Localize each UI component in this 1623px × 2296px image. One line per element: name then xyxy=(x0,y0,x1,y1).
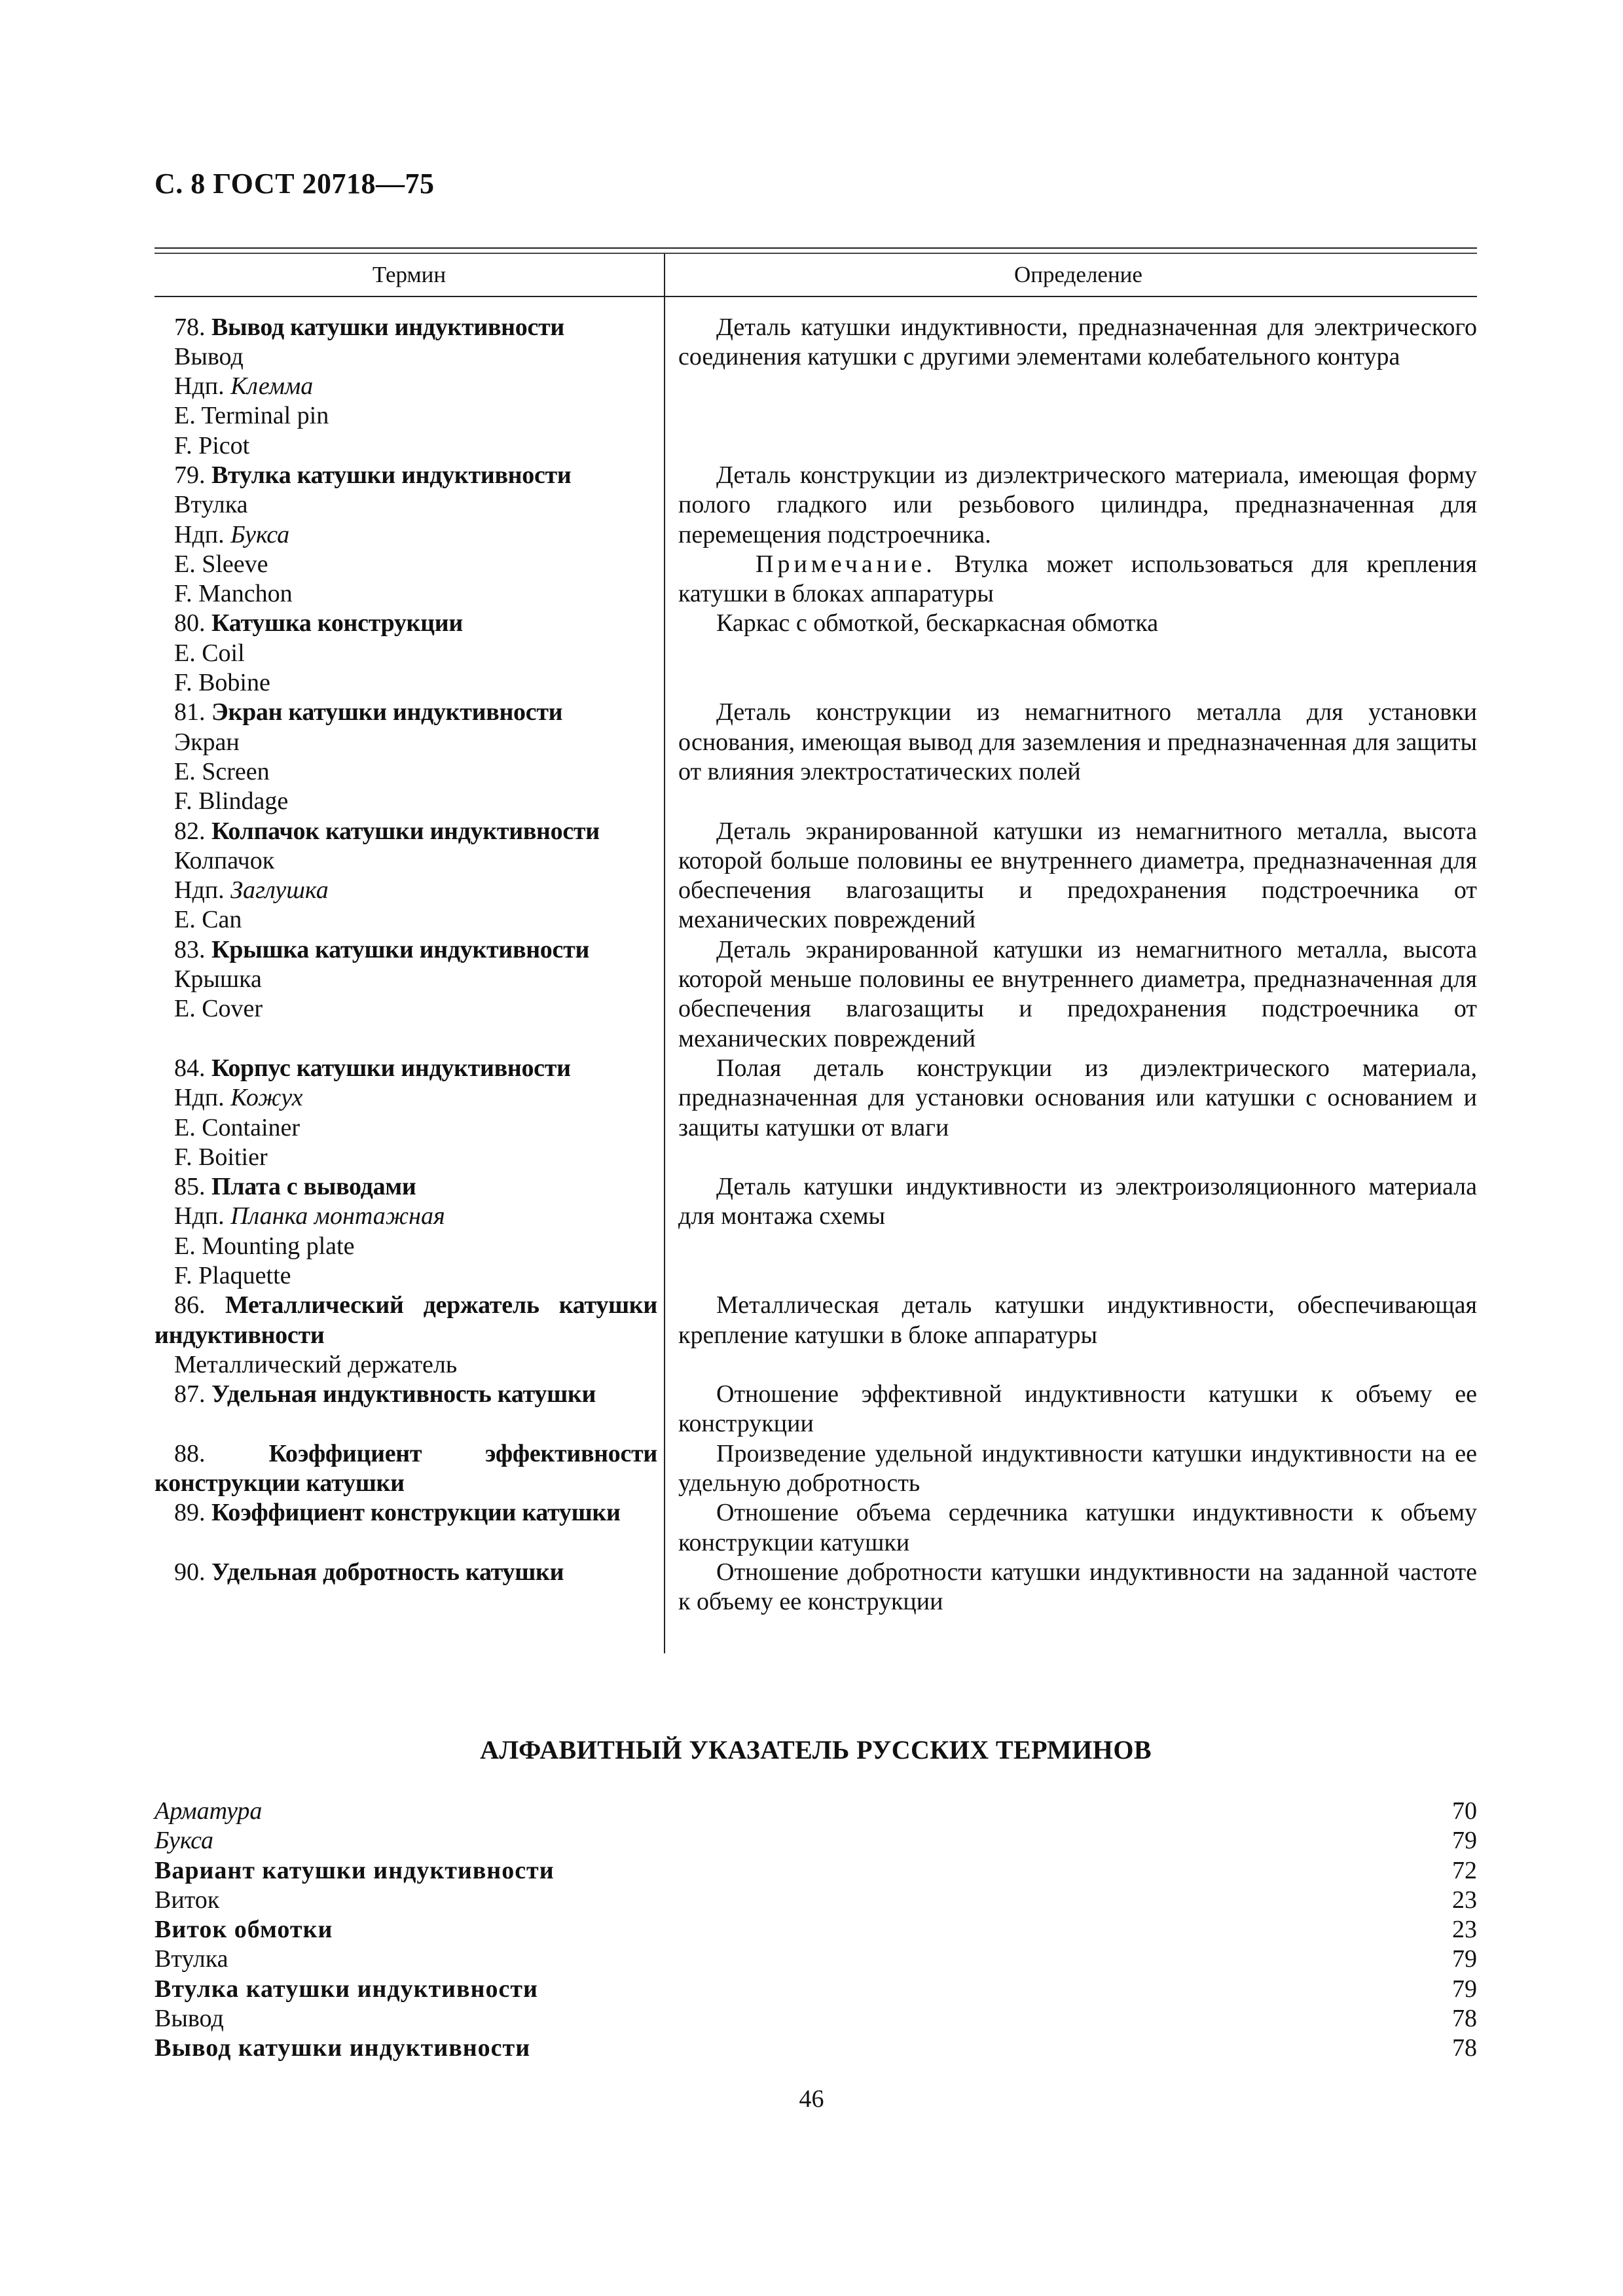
term-text: Клемма xyxy=(230,372,314,401)
definition-text: Произведение удельной индуктивности катушки индуктивности на ее удельную добротность xyxy=(678,1439,1477,1498)
term-text: F. Picot xyxy=(174,431,250,459)
term-text: F. Manchon xyxy=(174,580,293,608)
term-heading xyxy=(155,1054,657,1083)
term-cell xyxy=(155,935,664,1054)
term-text: Букса xyxy=(230,520,290,548)
definition-cell xyxy=(664,817,1477,935)
term-synonym xyxy=(155,579,657,609)
definition-text: Отношение эффективной индуктивности катушки к объему ее конструкции xyxy=(678,1380,1477,1438)
term-cell xyxy=(155,817,664,935)
index-number: 72 xyxy=(1452,1856,1477,1884)
table-row xyxy=(155,1380,1477,1439)
term-synonym xyxy=(155,550,657,579)
term-prefix: Ндп. xyxy=(174,1084,231,1112)
term-prefix: Ндп. xyxy=(174,372,231,401)
definition-cell xyxy=(664,1439,1477,1499)
definition-cell xyxy=(664,1380,1477,1439)
definition-text: Деталь экранированной катушки из немагнитного металла, высота которой больше половины ее внутреннего диаметра, предназначенная для обеспечения влагозащиты и предохранения подстроечника от механических повреждений xyxy=(678,817,1477,934)
term-prefix: 89. xyxy=(174,1499,211,1527)
definition-text: Деталь конструкции из диэлектрического материала, имеющая форму полого гладкого или резьбового цилиндра, предназначенная для перемещения подстроечника. xyxy=(678,461,1477,548)
term-cell xyxy=(155,1291,664,1380)
table-row xyxy=(155,698,1477,816)
term-prefix: 84. xyxy=(174,1054,211,1082)
note-text: Втулка может использоваться для крепления катушки в блоках аппаратуры xyxy=(678,550,1477,608)
term-text: E. Mounting plate xyxy=(174,1232,355,1260)
term-text: E. Container xyxy=(174,1113,301,1141)
term-cell xyxy=(155,1439,664,1499)
term-synonym xyxy=(155,1261,657,1291)
definition-text: Деталь катушки индуктивности, предназначенная для электрического соединения катушки с другими элементами колебательного контура xyxy=(678,313,1477,370)
table-row xyxy=(155,313,1477,461)
term-prefix: Ндп. xyxy=(174,876,231,905)
term-heading xyxy=(155,1558,657,1587)
term-text: F. Plaquette xyxy=(174,1262,291,1289)
term-text: Заглушка xyxy=(230,876,329,905)
page-number: 46 xyxy=(799,2085,824,2113)
term-synonym xyxy=(155,1113,657,1143)
term-prefix: 83. xyxy=(174,935,211,963)
term-text: Втулка xyxy=(174,491,248,519)
term-heading xyxy=(155,935,657,965)
index-term: Виток xyxy=(155,1886,220,1914)
table-row xyxy=(155,1291,1477,1380)
term-synonym xyxy=(155,401,657,431)
term-prefix: 86. xyxy=(174,1291,225,1319)
index-term: Букса xyxy=(155,1827,214,1855)
index-number: 79 xyxy=(1452,1827,1477,1855)
table-row xyxy=(155,461,1477,609)
table-row xyxy=(155,935,1477,1054)
index-number: 23 xyxy=(1452,1886,1477,1914)
term-text: Металлический держатель xyxy=(174,1350,458,1378)
term-prefix: 82. xyxy=(174,817,211,845)
term-prefix: 90. xyxy=(174,1558,211,1586)
index-entry xyxy=(155,1826,1477,1856)
term-prefix: 80. xyxy=(174,609,211,637)
index-entry xyxy=(155,1856,1477,1886)
index-term: Арматура xyxy=(155,1797,263,1825)
term-prefix: 79. xyxy=(174,461,211,489)
term-synonym xyxy=(155,431,657,461)
index-entry xyxy=(155,1886,1477,1915)
term-text: E. Cover xyxy=(174,995,263,1023)
term-cell xyxy=(155,1558,664,1617)
term-heading xyxy=(155,817,657,846)
term-synonym xyxy=(155,846,657,876)
term-heading xyxy=(155,609,657,638)
term-text: Корпус катушки индуктивности xyxy=(211,1054,571,1082)
term-heading xyxy=(155,1498,657,1528)
term-heading xyxy=(155,698,657,727)
term-cell xyxy=(155,609,664,698)
term-prefix: 81. xyxy=(174,698,211,726)
definition-cell xyxy=(664,1291,1477,1380)
deprecated-term xyxy=(155,1202,657,1231)
column-header-term: Термин xyxy=(372,261,447,287)
term-synonym xyxy=(155,787,657,816)
term-synonym xyxy=(155,490,657,520)
term-prefix: Ндп. xyxy=(174,1202,231,1230)
definition-text: Полая деталь конструкции из диэлектрического материала, предназначенная для установки основания или катушки с основанием и защиты катушки от влаги xyxy=(678,1054,1477,1141)
term-text: Вывод катушки индуктивности xyxy=(211,313,564,341)
index-number: 70 xyxy=(1452,1797,1477,1825)
index-number: 23 xyxy=(1452,1916,1477,1944)
definition-text: Деталь экранированной катушки из немагнитного металла, высота которой меньше половины ее внутреннего диаметра, предназначенная для обеспечения влагозащиты и предохранения подстроечника от механических повреждений xyxy=(678,935,1477,1052)
term-text: Плата с выводами xyxy=(211,1173,416,1201)
term-text: Крышка xyxy=(174,965,262,994)
deprecated-term xyxy=(155,1083,657,1113)
definition-cell xyxy=(664,461,1477,609)
table-row xyxy=(155,609,1477,698)
table-row xyxy=(155,1439,1477,1499)
table-body xyxy=(155,297,1477,1617)
term-cell xyxy=(155,461,664,609)
term-synonym xyxy=(155,1232,657,1261)
term-text: Вывод xyxy=(174,342,244,370)
definition-cell xyxy=(664,698,1477,816)
index-number: 79 xyxy=(1452,1975,1477,2003)
term-text: F. Boitier xyxy=(174,1143,268,1171)
term-text: F. Blindage xyxy=(174,787,289,816)
term-synonym xyxy=(155,639,657,668)
index-entry xyxy=(155,2004,1477,2034)
terms-table xyxy=(155,247,1477,1617)
column-header-definition: Определение xyxy=(664,254,1477,296)
table-top-rule xyxy=(155,247,1477,249)
term-cell xyxy=(155,698,664,816)
index-term: Вывод xyxy=(155,2005,224,2033)
term-cell xyxy=(155,313,664,461)
index-term: Втулка катушки индуктивности xyxy=(155,1975,538,2003)
term-text: E. Terminal pin xyxy=(174,402,329,430)
index-title: АЛФАВИТНЫЙ УКАЗАТЕЛЬ РУССКИХ ТЕРМИНОВ xyxy=(480,1735,1152,1765)
index-term: Виток обмотки xyxy=(155,1916,333,1944)
term-prefix: 87. xyxy=(174,1380,211,1408)
index-entry xyxy=(155,1975,1477,2004)
term-heading xyxy=(155,1172,657,1202)
deprecated-term xyxy=(155,372,657,401)
term-prefix: 85. xyxy=(174,1173,211,1201)
term-prefix: 78. xyxy=(174,313,211,341)
term-text: Колпачок катушки индуктивности xyxy=(211,817,600,845)
table-row xyxy=(155,817,1477,935)
definition-cell xyxy=(664,313,1477,461)
term-synonym xyxy=(155,342,657,372)
definition-cell xyxy=(664,1558,1477,1617)
term-synonym xyxy=(155,905,657,935)
index-number: 78 xyxy=(1452,2005,1477,2033)
term-text: Втулка катушки индуктивности xyxy=(211,461,572,489)
term-text: Экран катушки индуктивности xyxy=(211,698,563,726)
term-prefix: 88. xyxy=(174,1439,269,1467)
index-term: Вывод катушки индуктивности xyxy=(155,2034,531,2062)
definition-cell xyxy=(664,1054,1477,1172)
index-term: Втулка xyxy=(155,1945,228,1973)
term-text: Катушка конструкции xyxy=(211,609,463,637)
definition-cell xyxy=(664,1172,1477,1291)
note-label: Примечание. xyxy=(756,550,936,578)
term-synonym xyxy=(155,728,657,757)
term-text: Планка монтажная xyxy=(230,1202,445,1230)
table-row xyxy=(155,1172,1477,1291)
term-synonym xyxy=(155,668,657,698)
deprecated-term xyxy=(155,876,657,905)
term-cell xyxy=(155,1172,664,1291)
term-text: Металлический держатель катушки индуктивности xyxy=(155,1291,658,1349)
index-entry xyxy=(155,1945,1477,1974)
term-synonym xyxy=(155,1350,657,1380)
definition-text: Отношение добротности катушки индуктивности на заданной частоте к объему ее конструкции xyxy=(678,1558,1477,1616)
definition-cell xyxy=(664,1498,1477,1558)
term-text: F. Bobine xyxy=(174,669,270,697)
index-term: Вариант катушки индуктивности xyxy=(155,1856,555,1884)
table-rows xyxy=(155,297,1477,1617)
term-text: E. Sleeve xyxy=(174,550,268,578)
term-cell xyxy=(155,1380,664,1439)
term-synonym xyxy=(155,757,657,787)
term-text: E. Can xyxy=(174,906,242,934)
index-number: 78 xyxy=(1452,2034,1477,2062)
table-header-row xyxy=(155,254,1477,296)
definition-text: Деталь конструкции из немагнитного металла для установки основания, имеющая вывод для заземления и предназначенная для защиты от влияния электростатических полей xyxy=(678,698,1477,785)
table-row xyxy=(155,1498,1477,1558)
term-text: Экран xyxy=(174,728,240,756)
term-heading xyxy=(155,1439,657,1499)
term-synonym xyxy=(155,994,657,1024)
definition-text: Металлическая деталь катушки индуктивности, обеспечивающая крепление катушки в блоке аппаратуры xyxy=(678,1291,1477,1349)
definition-text: Отношение объема сердечника катушки индуктивности к объему конструкции катушки xyxy=(678,1499,1477,1556)
term-text: E. Coil xyxy=(174,639,245,667)
term-text: E. Screen xyxy=(174,757,270,785)
term-cell xyxy=(155,1054,664,1172)
term-text: Удельная индуктивность катушки xyxy=(211,1380,596,1408)
term-text: Коэффициент конструкции катушки xyxy=(211,1499,621,1527)
term-cell xyxy=(155,1498,664,1558)
index-entry xyxy=(155,2034,1477,2063)
term-heading xyxy=(155,313,657,342)
definition-cell xyxy=(664,935,1477,1054)
term-prefix: Ндп. xyxy=(174,520,231,548)
term-heading xyxy=(155,461,657,490)
definition-cell xyxy=(664,609,1477,698)
term-text: Кожух xyxy=(230,1084,303,1112)
term-text: Крышка катушки индуктивности xyxy=(211,935,590,963)
term-synonym xyxy=(155,965,657,994)
term-heading xyxy=(155,1291,657,1350)
term-text: Удельная добротность катушки xyxy=(211,1558,564,1586)
index-number: 79 xyxy=(1452,1945,1477,1973)
definition-text: Каркас с обмоткой, бескаркасная обмотка xyxy=(716,609,1159,637)
note xyxy=(678,550,1477,609)
index-entry xyxy=(155,1797,1477,1826)
page-header: С. 8 ГОСТ 20718—75 xyxy=(155,168,435,200)
term-synonym xyxy=(155,1143,657,1172)
term-text: Колпачок xyxy=(174,846,275,874)
index-entry xyxy=(155,1915,1477,1945)
deprecated-term xyxy=(155,520,657,550)
term-heading xyxy=(155,1380,657,1409)
definition-text: Деталь катушки индуктивности из электроизоляционного материала для монтажа схемы xyxy=(678,1173,1477,1230)
index-list xyxy=(155,1797,1477,2064)
table-row xyxy=(155,1054,1477,1172)
column-divider xyxy=(664,297,665,1653)
term-text: Коэффициент эффективности конструкции катушки xyxy=(155,1439,657,1498)
table-row xyxy=(155,1558,1477,1617)
